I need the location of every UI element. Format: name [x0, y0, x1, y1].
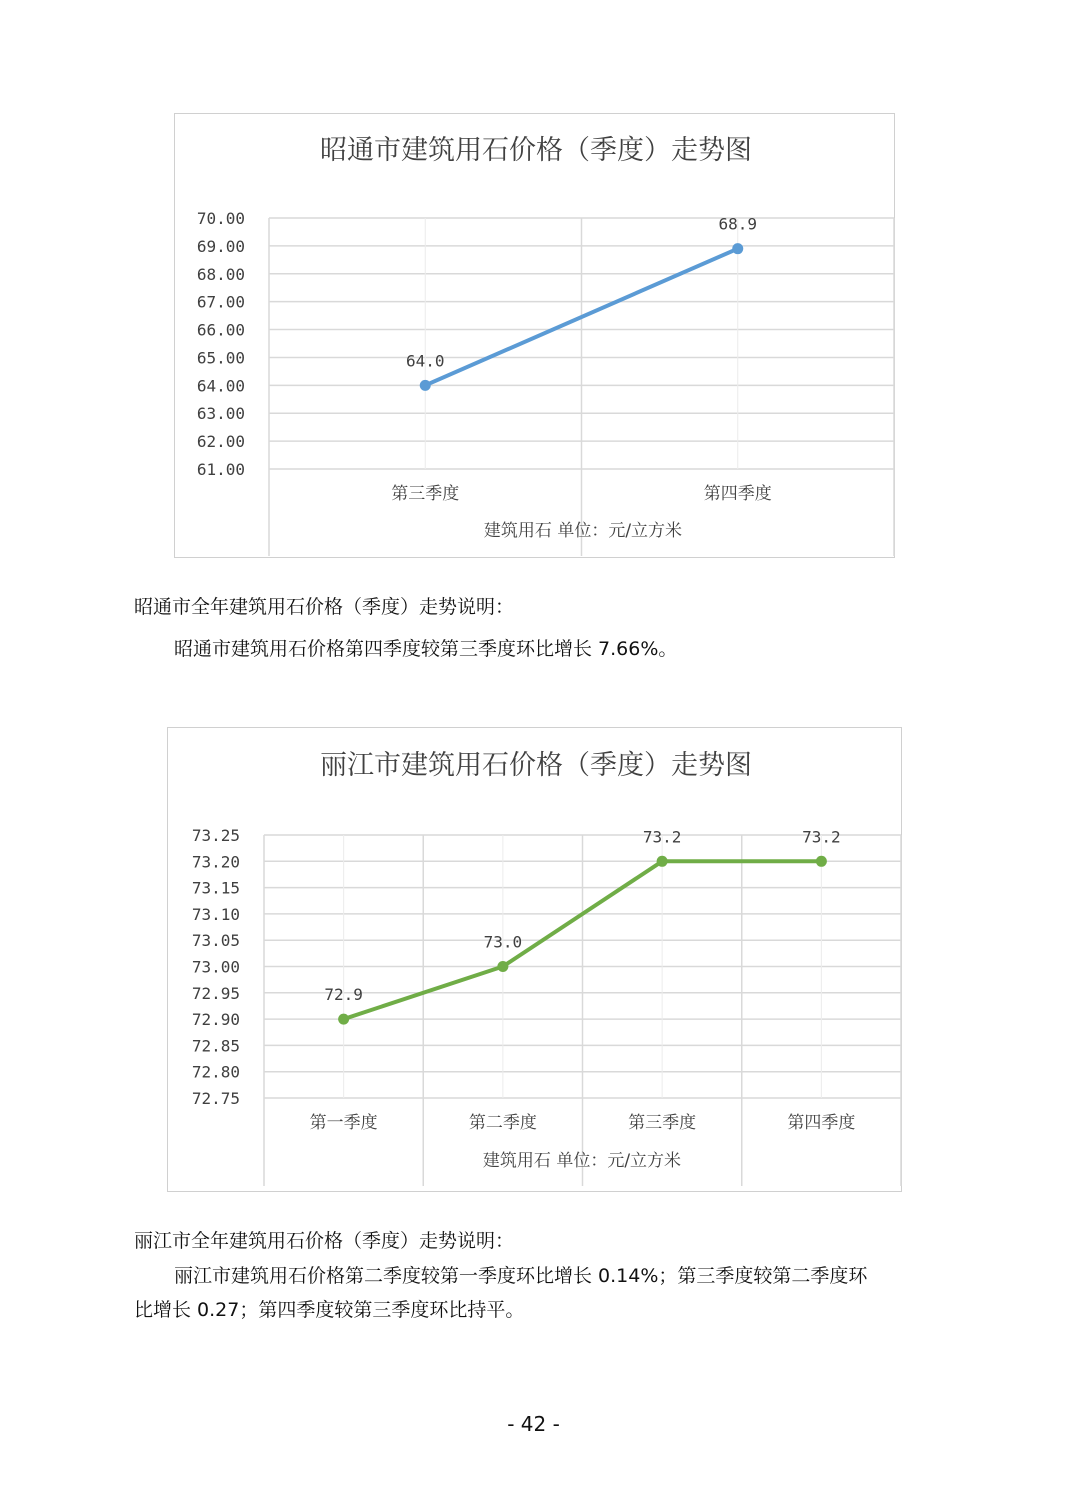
data-point	[732, 243, 743, 254]
section2-body-line1: 丽江市建筑用石价格第二季度较第一季度环比增长 0.14%；第三季度较第二季度环	[174, 1265, 868, 1287]
chart-zhaotong	[174, 113, 895, 558]
x-tick-label: 第三季度	[628, 1113, 697, 1133]
data-label: 73.0	[483, 932, 523, 952]
y-tick-label: 72.90	[191, 1010, 240, 1030]
section1-body: 昭通市建筑用石价格第四季度较第三季度环比增长 7.66%。	[174, 638, 678, 660]
y-tick-label: 73.25	[191, 826, 240, 845]
data-point	[816, 856, 827, 867]
data-point	[657, 856, 668, 867]
y-tick-label: 62.00	[196, 432, 245, 452]
y-tick-label: 72.85	[191, 1036, 240, 1056]
x-axis-label: 建筑用石 单位：元/立方米	[482, 1151, 682, 1171]
section2-heading: 丽江市全年建筑用石价格（季度）走势说明：	[134, 1230, 515, 1252]
y-tick-label: 63.00	[196, 404, 245, 424]
chart-zhaotong-svg	[175, 114, 896, 559]
section2-body-line2: 比增长 0.27；第四季度较第三季度环比持平。	[134, 1299, 525, 1321]
y-tick-label: 72.95	[191, 983, 240, 1003]
y-tick-label: 73.00	[191, 957, 240, 977]
data-label: 73.2	[802, 827, 841, 847]
y-tick-label: 65.00	[196, 348, 245, 368]
y-tick-label: 69.00	[196, 236, 245, 256]
chart-title: 丽江市建筑用石价格（季度）走势图	[320, 750, 752, 781]
x-tick-label: 第四季度	[703, 484, 772, 504]
data-label: 64.0	[405, 351, 445, 371]
x-tick-label: 第四季度	[787, 1113, 856, 1133]
chart-lijiang-svg	[168, 728, 903, 1193]
y-tick-label: 73.20	[191, 852, 240, 872]
y-tick-label: 73.10	[191, 904, 240, 924]
data-label: 68.9	[718, 214, 758, 234]
y-tick-label: 70.00	[196, 209, 245, 228]
x-tick-label: 第三季度	[391, 484, 460, 504]
chart-title: 昭通市建筑用石价格（季度）走势图	[320, 135, 752, 166]
y-tick-label: 73.05	[191, 931, 240, 951]
y-tick-label: 64.00	[196, 376, 245, 396]
y-tick-label: 66.00	[196, 320, 245, 340]
data-label: 73.2	[642, 827, 682, 847]
section1-heading: 昭通市全年建筑用石价格（季度）走势说明：	[134, 596, 515, 618]
x-axis-label: 建筑用石 单位：元/立方米	[483, 521, 683, 541]
data-point	[420, 380, 431, 391]
x-tick-label: 第二季度	[468, 1113, 537, 1133]
data-point	[497, 961, 508, 972]
page-number: - 42 -	[507, 1412, 560, 1436]
y-tick-label: 72.80	[191, 1062, 240, 1082]
y-tick-label: 73.15	[191, 878, 240, 898]
data-point	[338, 1014, 349, 1025]
y-tick-label: 72.75	[191, 1089, 240, 1108]
x-tick-label: 第一季度	[309, 1113, 378, 1133]
data-label: 72.9	[324, 985, 363, 1005]
y-tick-label: 61.00	[196, 460, 245, 479]
y-tick-label: 68.00	[196, 264, 245, 284]
chart-lijiang	[167, 727, 902, 1192]
y-tick-label: 67.00	[196, 292, 245, 312]
